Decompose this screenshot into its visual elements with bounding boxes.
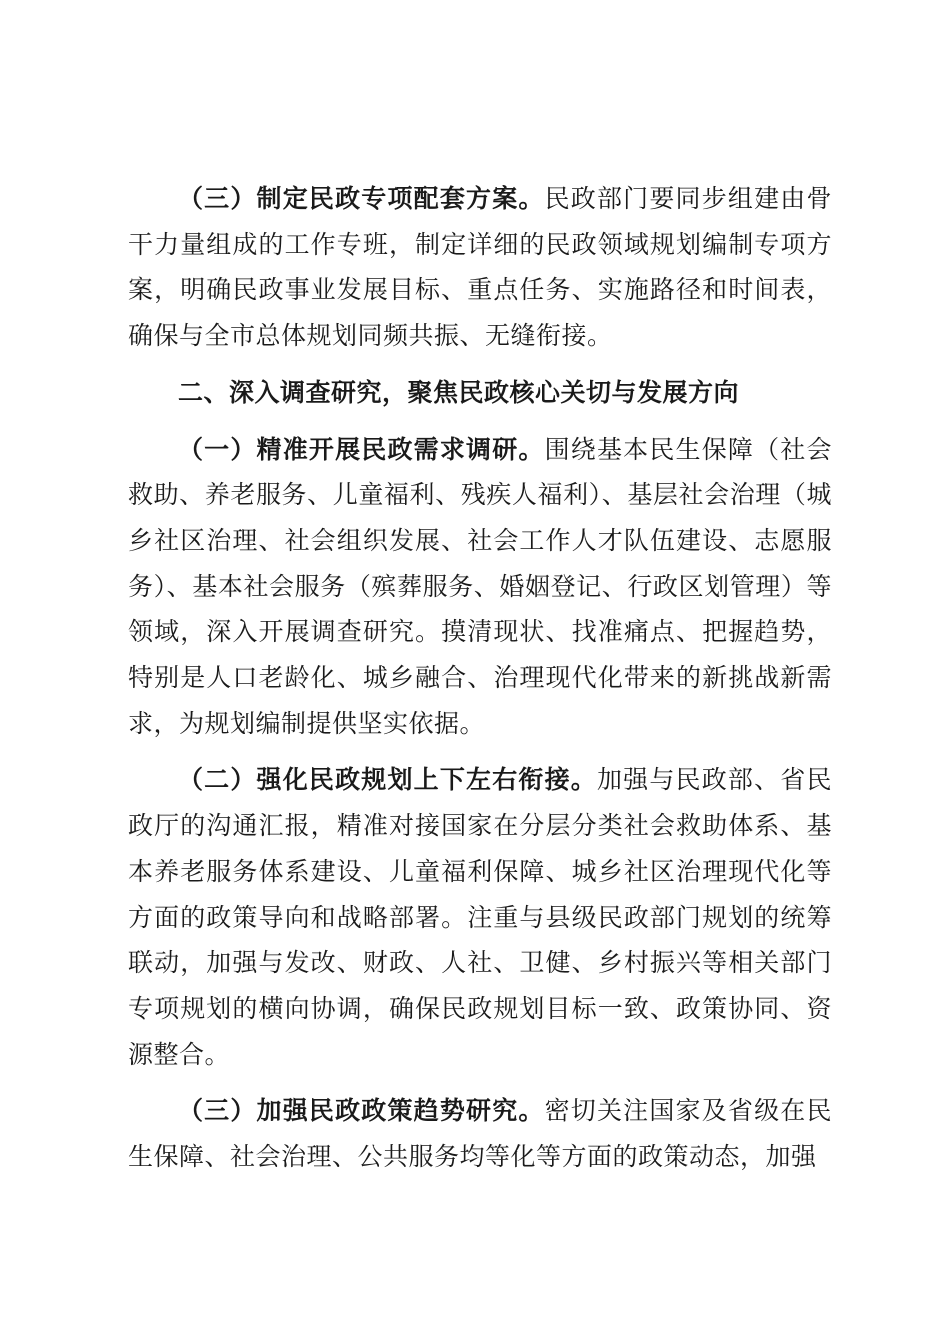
paragraph-lead: （三）加强民政政策趋势研究。: [178, 1096, 545, 1126]
paragraph-lead: （一）精准开展民政需求调研。: [178, 434, 545, 464]
paragraph-body: 密切关注国家及省级在民生保障、社会治理、公共服务均等化等方面的政策动态，加强: [128, 1096, 832, 1172]
paragraph-policy-trends: [128, 1088, 832, 1179]
paragraph-body: 加强与民政部、省民政厅的沟通汇报，精准对接国家在分层分类社会救助体系、基本养老服务体系建设、儿童福利保障、城乡社区治理现代化等方面的政策导向和战略部署。注重与县级民政部门规划的统筹联动，加强与发改、财政、人社、卫健、乡村振兴等相关部门专项规划的横向协调，确保民政规划目标一致、政策协同、资源整合。: [128, 765, 832, 1069]
paragraph-plan-coordination: [128, 757, 832, 1077]
paragraph-needs-research: [128, 427, 832, 747]
paragraph-body: 民政部门要同步组建由骨干力量组成的工作专班，制定详细的民政领域规划编制专项方案，明确民政事业发展目标、重点任务、实施路径和时间表，确保与全市总体规划同频共振、无缝衔接。: [128, 184, 832, 351]
paragraph-body: 围绕基本民生保障（社会救助、养老服务、儿童福利、残疾人福利）、基层社会治理（城乡社区治理、社会组织发展、社会工作人才队伍建设、志愿服务）、基本社会服务（殡葬服务、婚姻登记、行政区划管理）等领域，深入开展调查研究。摸清现状、找准痛点、把握趋势，特别是人口老龄化、城乡融合、治理现代化带来的新挑战新需求，为规划编制提供坚实依据。: [128, 434, 832, 738]
paragraph-lead: （二）强化民政规划上下左右衔接。: [178, 765, 597, 795]
section-heading: 二、深入调查研究，聚焦民政核心关切与发展方向: [178, 377, 740, 407]
paragraph-lead: （三）制定民政专项配套方案。: [178, 184, 545, 213]
paragraph-special-plan: [128, 176, 832, 359]
document-page: [128, 176, 832, 1191]
